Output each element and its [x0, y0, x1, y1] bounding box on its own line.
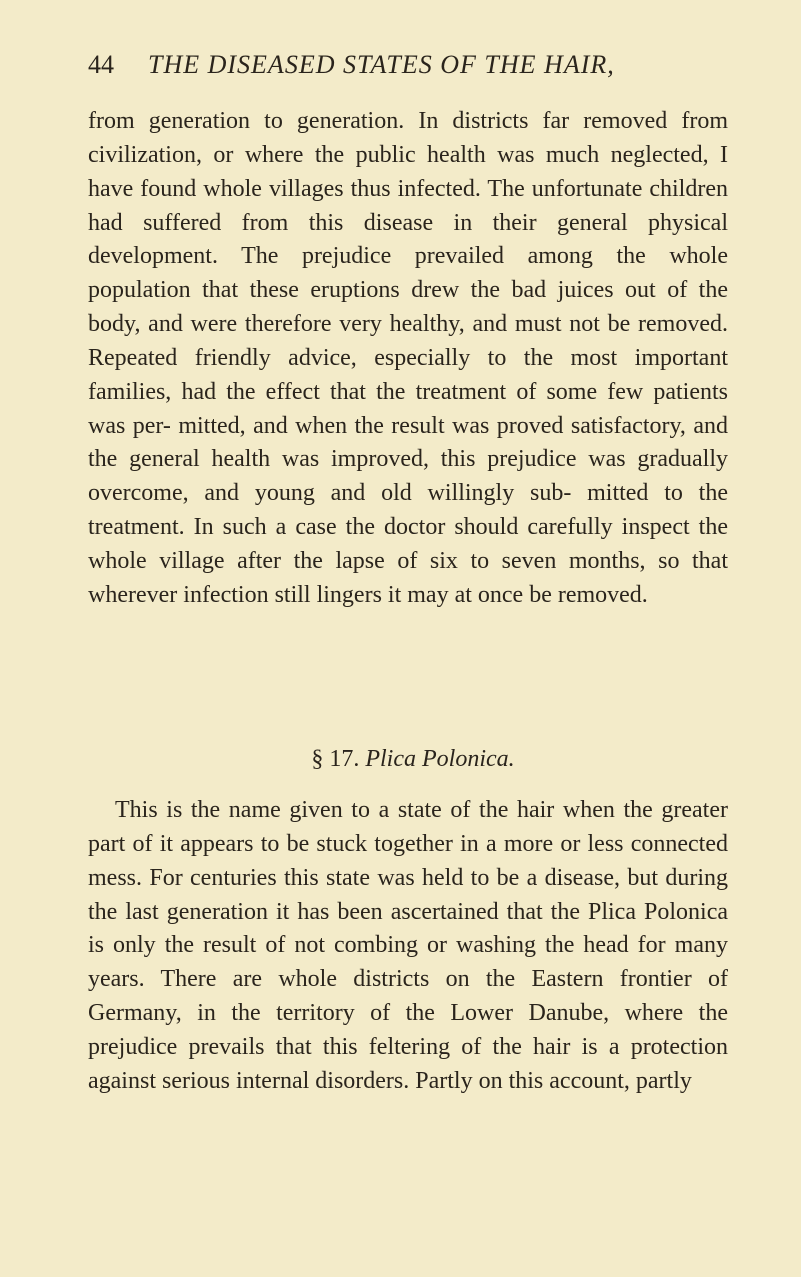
section-number: § 17.: [311, 746, 360, 772]
continuation-paragraph-block: [88, 105, 728, 613]
plica-paragraph: This is the name given to a state of the hair when the greater part of it appears to be stuck together in a more or less connected mess. For centuries this state was held to be a disease, but during the last generation it has been ascertained that the Plica Polonica is only the result of not combing or washing the head for many years. There are whole districts on the Eastern frontier of Germany, in the territory of the Lower Danube, where the prejudice prevails that this feltering of the hair is a protection against serious internal disorders. Partly on this account, partly: [88, 797, 728, 1094]
running-title: THE DISEASED STATES OF THE HAIR,: [148, 50, 615, 79]
plica-paragraph-block: [88, 794, 728, 1099]
section-heading: [88, 742, 728, 776]
running-header: [88, 48, 728, 82]
section-title: Plica Polonica.: [365, 746, 515, 772]
page-number: 44: [88, 50, 114, 79]
continuation-paragraph: from generation to generation. In districts far removed from civilization, or where the public health was much neglected, I have found whole villages thus infected. The unfortunate children had suffered from this disease in their general physical development. The prejudice prevailed among the whole population that these eruptions drew the bad juices out of the body, and were therefore very healthy, and must not be removed. Repeated friendly advice, especially to the most important families, had the effect that the treatment of some few patients was per- mitted, and when the result was proved satisfactory, and the general health was improved, this prejudice was gradually overcome, and young and old willingly sub- mitted to the treatment. In such a case the doctor should carefully inspect the whole village after the lapse of six to seven months, so that wherever infection still lingers it may at once be removed.: [88, 108, 728, 608]
